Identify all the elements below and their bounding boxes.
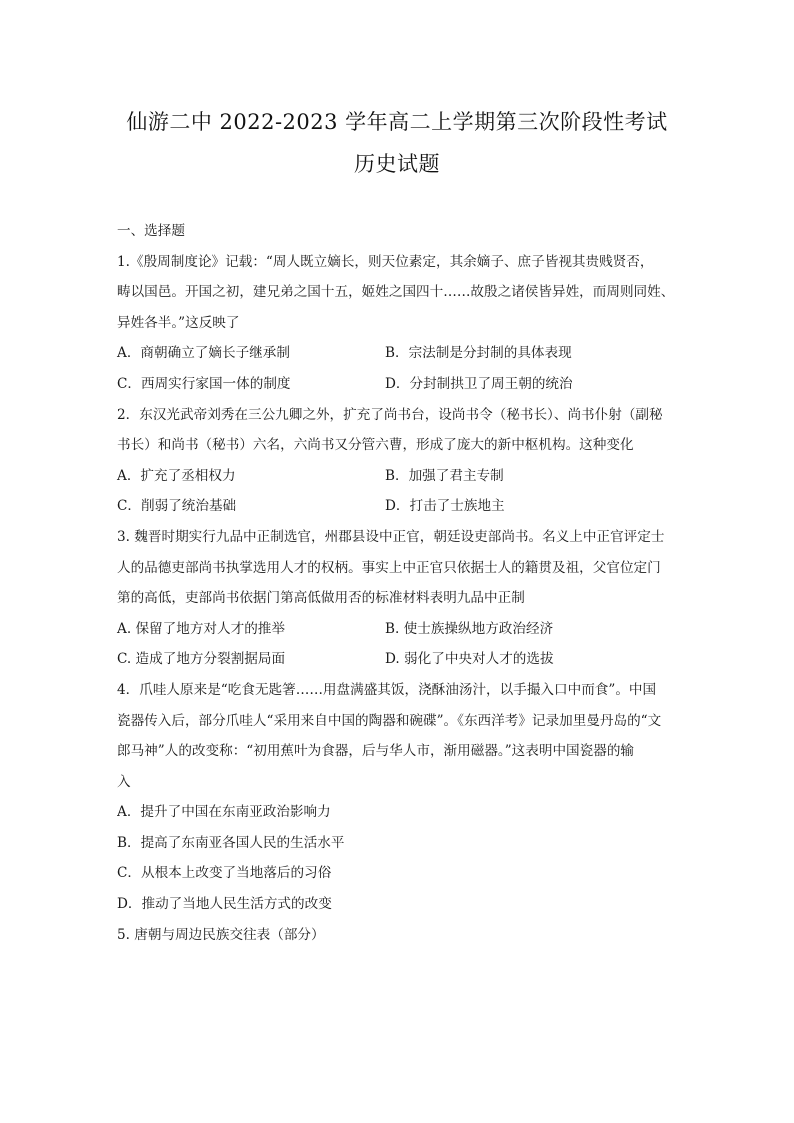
exam-title: 仙游二中 2022-2023 学年高二上学期第三次阶段性考试: [126, 110, 668, 134]
option-row: [117, 491, 687, 522]
question-text-line: 入: [117, 773, 131, 790]
question-text-line: 畴以国邑。开国之初，建兄弟之国十五，姬姓之国四十……故殷之诸侯皆异姓，而周则同姓、: [117, 284, 675, 301]
option-row: [117, 338, 687, 369]
option-c: C. 造成了地方分裂割据局面: [117, 651, 286, 668]
option-c: C．西周实行家国一体的制度: [117, 375, 291, 392]
exam-subtitle: 历史试题: [354, 152, 440, 176]
section-title: 一、选择题: [117, 223, 185, 239]
option-b: B．宗法制是分封制的具体表现: [385, 345, 572, 362]
question-text-line: 第的高低，吏部尚书依据门第高低做用否的标准材料表明九品中正制: [117, 590, 525, 607]
option-d: D．打击了士族地主: [385, 498, 505, 515]
option-row: [117, 614, 687, 645]
option-d: D．分封制拱卫了周王朝的统治: [385, 375, 573, 392]
option-b: B．加强了君主专制: [385, 467, 504, 484]
option-row: [117, 369, 687, 400]
option-a: A．商朝确立了嫡长子继承制: [117, 345, 290, 362]
question-4: [117, 675, 687, 920]
question-text-line: 4．爪哇人原来是“吃食无匙箸……用盘满盛其饭，浇酥油汤汁，以手撮入口中而食”。中国: [117, 681, 657, 698]
question-text-line: 3. 魏晋时期实行九品中正制选官，州郡县设中正官，朝廷设吏部尚书。名义上中正官评定士: [117, 528, 665, 545]
option-b: B．提高了东南亚各国人民的生活水平: [117, 834, 345, 851]
option-row: [117, 461, 687, 492]
option-d: D．推动了当地人民生活方式的改变: [117, 896, 332, 913]
question-text-line: 书长）和尚书（秘书）六名，六尚书又分管六曹，形成了庞大的新中枢机构。这种变化: [117, 437, 634, 454]
question-text-line: 2．东汉光武帝刘秀在三公九卿之外，扩充了尚书台，设尚书令（秘书长）、尚书仆射（副秘: [117, 406, 663, 423]
question-text-line: 郎马神”人的改变称：“初用蕉叶为食器，后与华人市，渐用磁器。”这表明中国瓷器的输: [117, 743, 635, 760]
option-d: D. 弱化了中央对人才的选拔: [385, 651, 554, 668]
question-1: [117, 247, 687, 400]
question-5: [117, 920, 687, 951]
option-b: B. 使士族操纵地方政治经济: [385, 620, 554, 637]
option-c: C．从根本上改变了当地落后的习俗: [117, 865, 332, 882]
option-c: C．削弱了统治基础: [117, 498, 237, 515]
question-text-line: 5. 唐朝与周边民族交往表（部分）: [117, 926, 325, 943]
question-text-line: 1.《殷周制度论》记载：“周人既立嫡长，则天位素定，其余嫡子、庶子皆视其贵贱贤否，: [117, 253, 654, 270]
exam-body: [117, 216, 687, 950]
question-text-line: 瓷器传入后，部分爪哇人“采用来自中国的陶器和碗碟”。《东西洋考》记录加里曼丹岛的“文: [117, 712, 662, 729]
option-row: [117, 644, 687, 675]
option-a: A．扩充了丞相权力: [117, 467, 236, 484]
option-a: A. 保留了地方对人才的推举: [117, 620, 285, 637]
question-text-line: 人的品德吏部尚书执掌选用人才的权柄。事实上中正官只依据士人的籍贯及祖，父官位定门: [117, 559, 661, 576]
question-2: [117, 400, 687, 522]
question-3: [117, 522, 687, 675]
option-a: A．提升了中国在东南亚政治影响力: [117, 804, 331, 821]
question-text-line: 异姓各半。”这反映了: [117, 314, 240, 331]
